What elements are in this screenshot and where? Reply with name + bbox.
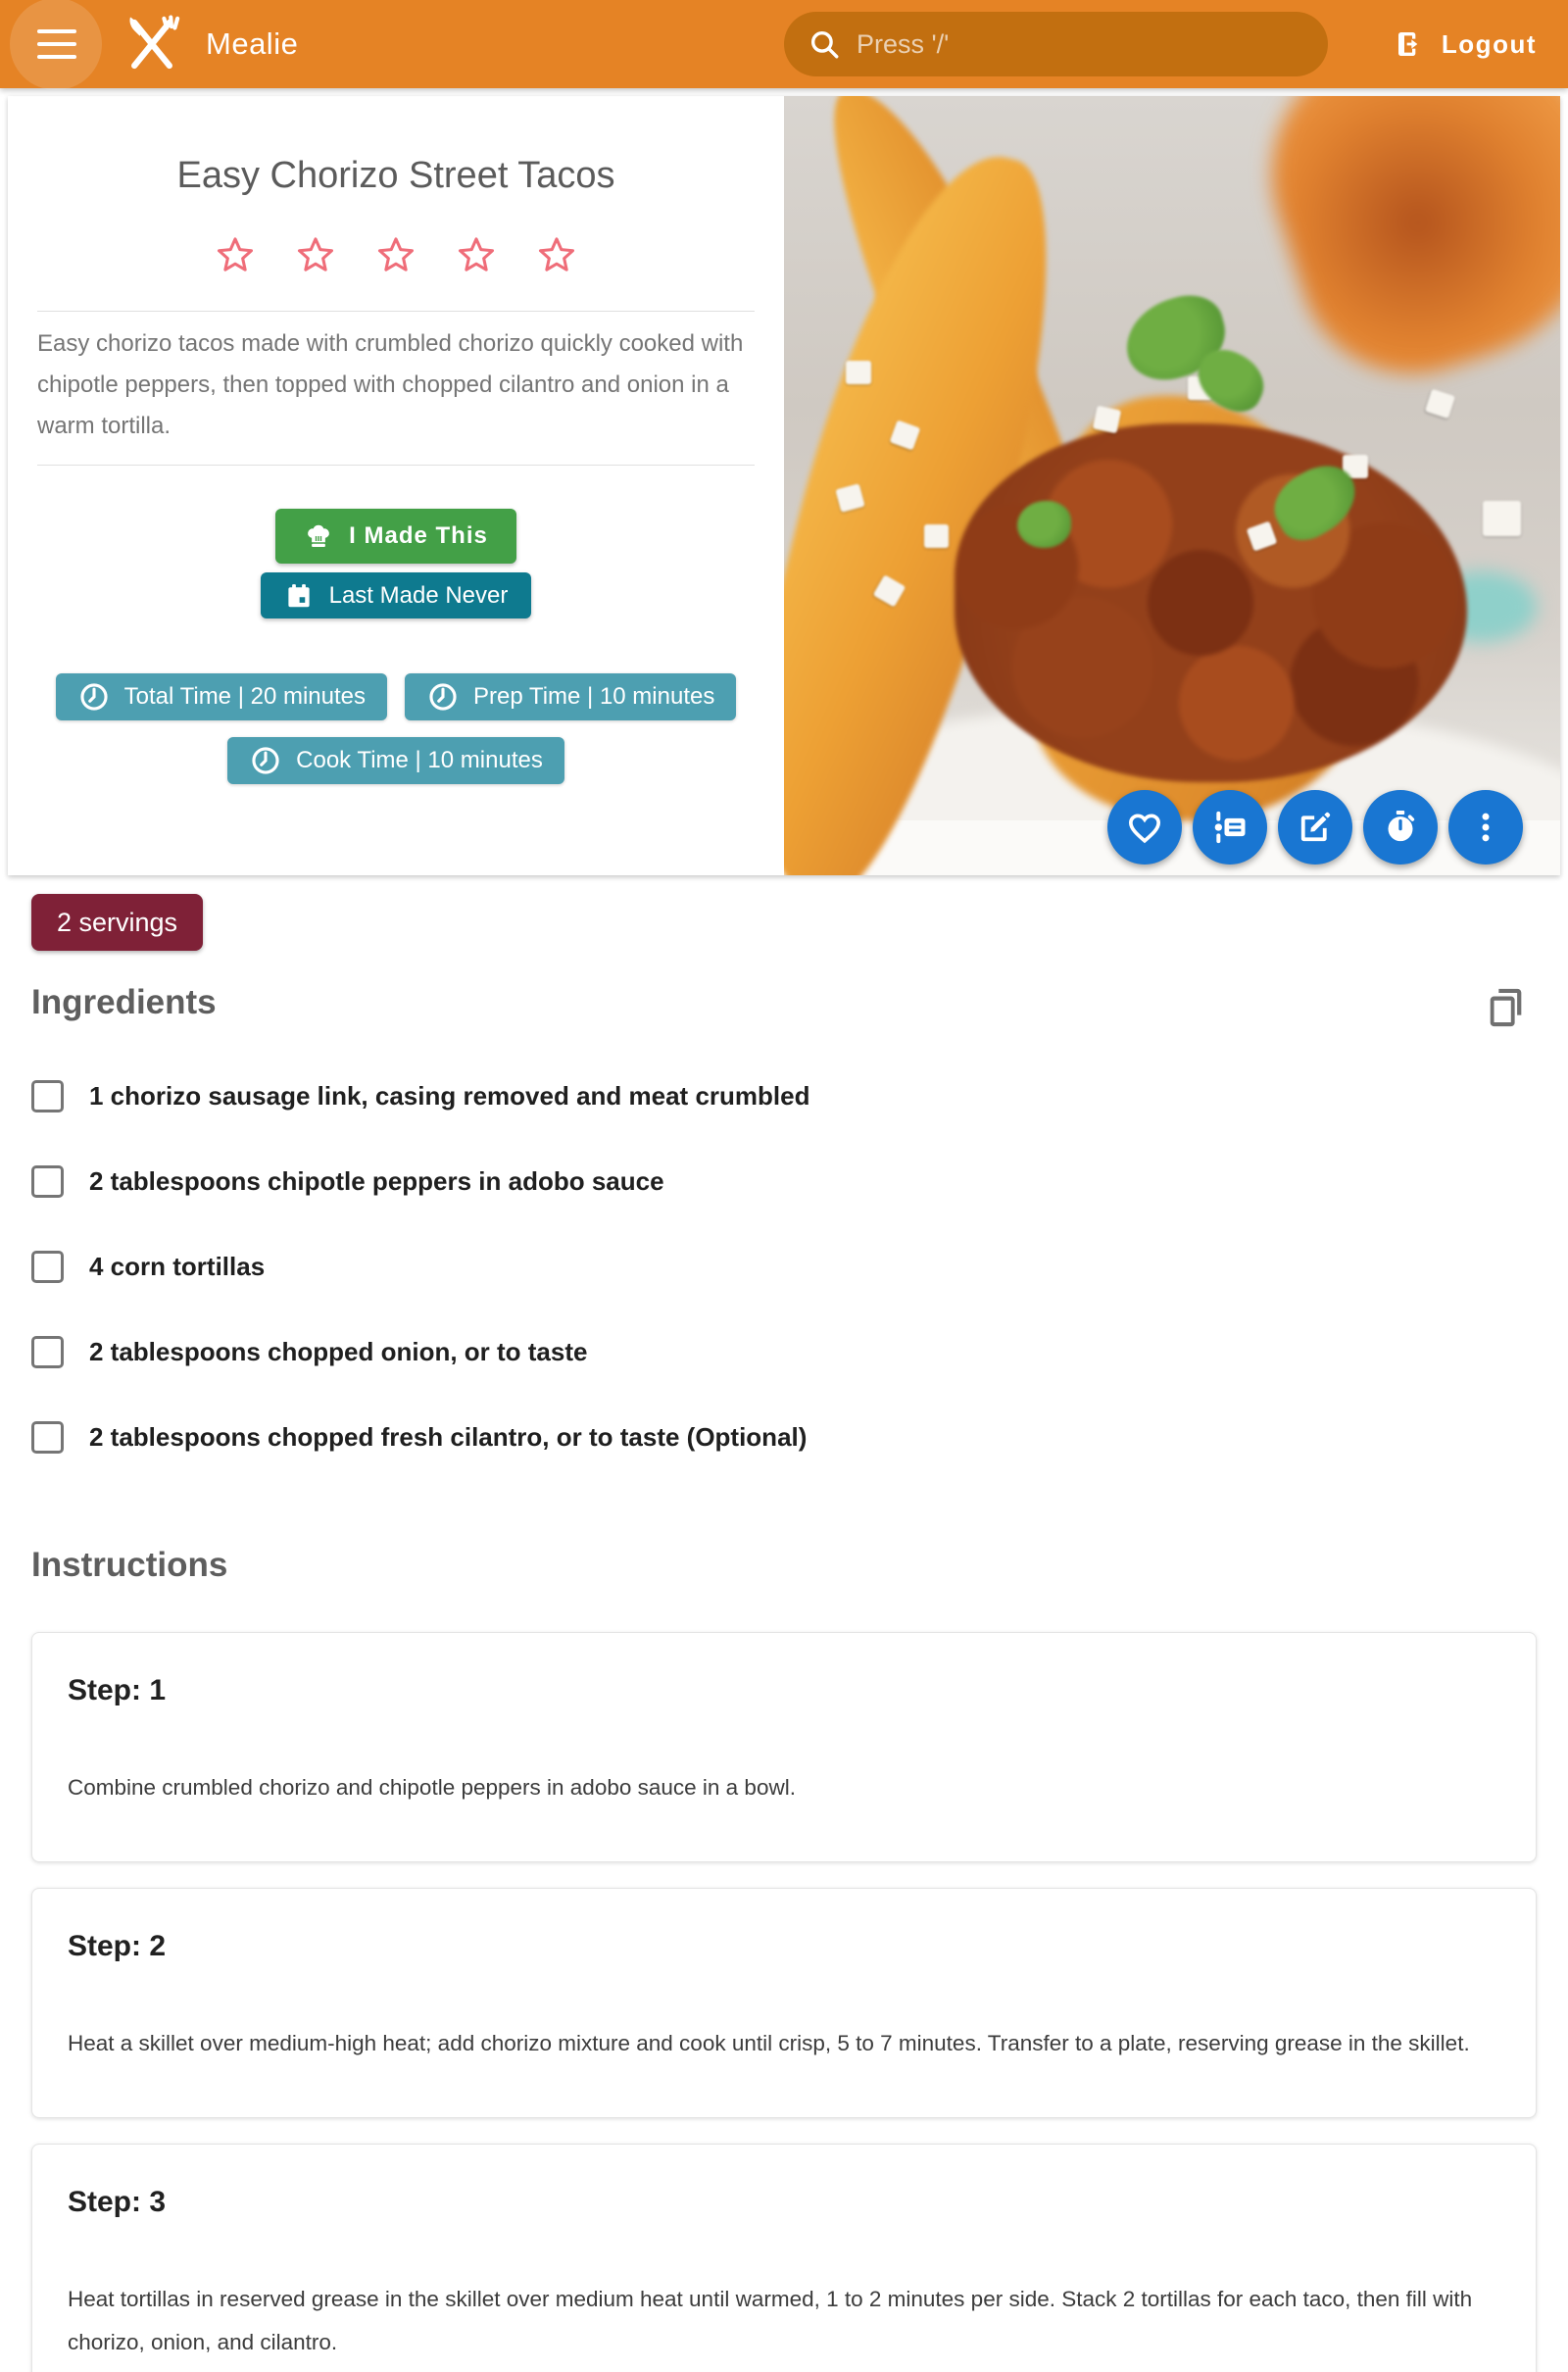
step-text: Heat tortillas in reserved grease in the skillet over medium heat until warmed, 1 to 2 minutes per side. Stack 2 tortillas for each taco, then fill with chorizo, onion, and cilantro.: [68, 2287, 1473, 2354]
star-icon[interactable]: [534, 232, 579, 277]
clock-icon: [426, 680, 460, 714]
step-text: Combine crumbled chorizo and chipotle peppers in adobo sauce in a bowl.: [68, 1775, 796, 1800]
ingredient-checkbox[interactable]: [31, 1251, 64, 1283]
servings-chip: 2 servings: [31, 894, 203, 951]
step-title: Step: 2: [68, 1930, 167, 1962]
i-made-this-label: I Made This: [349, 522, 488, 549]
favorite-button[interactable]: [1107, 790, 1182, 865]
ingredient-label: 2 tablespoons chopped fresh cilantro, or to taste (Optional): [89, 1422, 808, 1452]
timeline-list-icon: [1210, 808, 1250, 847]
logout-icon: [1395, 28, 1426, 60]
instructions-heading: Instructions: [31, 1546, 228, 1584]
ingredient-checkbox[interactable]: [31, 1421, 64, 1454]
step-text: Heat a skillet over medium-high heat; add chorizo mixture and cook until crisp, 5 to 7 minutes. Transfer to a plate, reserving grease in the skillet.: [68, 2031, 1470, 2055]
mealie-logo-icon: [120, 12, 184, 76]
cook-time-chip: [227, 737, 564, 784]
ingredient-checkbox[interactable]: [31, 1165, 64, 1198]
copy-icon: [1484, 983, 1529, 1032]
app-title: Mealie: [206, 26, 299, 61]
edit-icon: [1296, 808, 1335, 847]
ingredient-label: 2 tablespoons chopped onion, or to taste: [89, 1337, 588, 1366]
dots-vertical-icon: [1466, 808, 1505, 847]
search-bar[interactable]: [784, 12, 1328, 76]
clock-icon: [249, 744, 282, 777]
recipe-card: [8, 96, 1560, 875]
timer-icon: [1381, 808, 1420, 847]
ingredient-checkbox[interactable]: [31, 1336, 64, 1368]
ingredients-list: [31, 1080, 1537, 1454]
prep-time-chip: [405, 673, 736, 720]
total-time-label: Total Time | 20 minutes: [123, 683, 366, 710]
timer-button[interactable]: [1363, 790, 1438, 865]
chef-hat-icon: [304, 521, 333, 551]
star-icon[interactable]: [293, 232, 338, 277]
divider: [37, 311, 755, 312]
more-options-button[interactable]: [1448, 790, 1523, 865]
ingredient-row: [31, 1251, 1537, 1283]
instruction-step-card[interactable]: [31, 1632, 1537, 1862]
ingredient-row: [31, 1336, 1537, 1368]
ingredient-label: 1 chorizo sausage link, casing removed and meat crumbled: [89, 1081, 810, 1111]
menu-icon[interactable]: [37, 29, 76, 59]
last-made-button[interactable]: [261, 572, 531, 618]
total-time-chip: [56, 673, 387, 720]
edit-button[interactable]: [1278, 790, 1352, 865]
search-input[interactable]: [857, 29, 1304, 60]
last-made-label: Last Made Never: [328, 581, 509, 609]
i-made-this-button[interactable]: [275, 509, 516, 564]
ingredient-row: [31, 1421, 1537, 1454]
star-icon[interactable]: [373, 232, 418, 277]
copy-ingredients-button[interactable]: [1484, 983, 1529, 1035]
star-icon[interactable]: [454, 232, 499, 277]
prep-time-label: Prep Time | 10 minutes: [473, 683, 715, 710]
heart-icon: [1125, 808, 1164, 847]
recipe-info-panel: [8, 96, 784, 875]
recipe-image: [784, 96, 1560, 875]
recipe-action-buttons: [1107, 790, 1523, 865]
cook-time-label: Cook Time | 10 minutes: [296, 747, 543, 773]
instruction-step-card[interactable]: [31, 1888, 1537, 2118]
ingredient-label: 4 corn tortillas: [89, 1252, 266, 1281]
app-header: [0, 0, 1568, 88]
ingredient-label: 2 tablespoons chipotle peppers in adobo sauce: [89, 1166, 664, 1196]
recipe-title: Easy Chorizo Street Tacos: [176, 155, 615, 196]
step-title: Step: 1: [68, 1674, 167, 1706]
star-icon[interactable]: [213, 232, 258, 277]
instruction-step-card[interactable]: [31, 2144, 1537, 2372]
divider: [37, 465, 755, 466]
logout-label: Logout: [1441, 28, 1537, 59]
recipe-body: [0, 875, 1568, 2372]
logout-button[interactable]: [1395, 0, 1537, 88]
rating-stars: [8, 232, 784, 277]
recipe-description: Easy chorizo tacos made with crumbled chorizo quickly cooked with chipotle peppers, then topped with chopped cilantro and onion in a warm tortilla.: [37, 330, 744, 439]
search-icon: [808, 27, 841, 61]
calendar-icon: [284, 581, 314, 611]
step-title: Step: 3: [68, 2186, 167, 2218]
ingredients-heading: Ingredients: [31, 983, 217, 1021]
ingredient-checkbox[interactable]: [31, 1080, 64, 1112]
clock-icon: [77, 680, 111, 714]
ingredient-row: [31, 1165, 1537, 1198]
ingredient-row: [31, 1080, 1537, 1112]
add-to-list-button[interactable]: [1193, 790, 1267, 865]
